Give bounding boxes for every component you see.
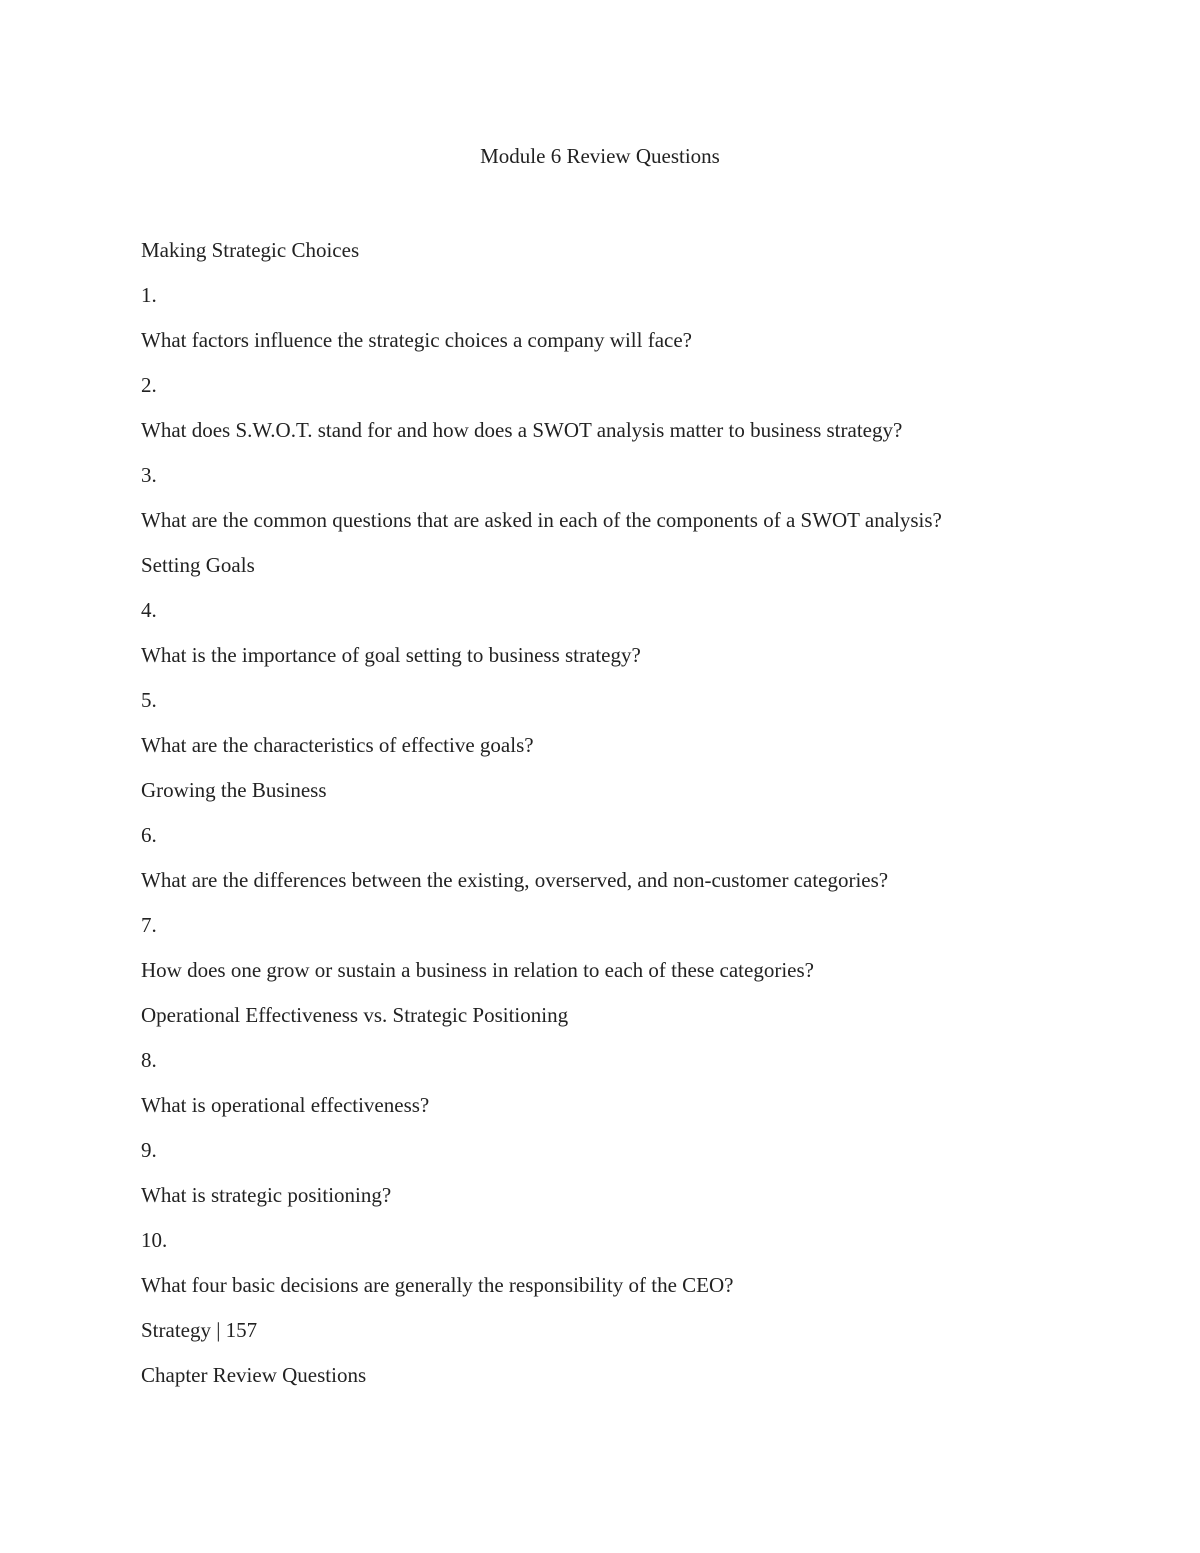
section-heading: Growing the Business [141, 778, 327, 802]
section-heading: Making Strategic Choices [141, 238, 360, 262]
question-number: 6. [141, 823, 157, 847]
document-body [141, 228, 1101, 1398]
question-number: 2. [141, 373, 157, 397]
question-text: What is operational effectiveness? [141, 1093, 430, 1117]
page-footer-text: Strategy | 157 [141, 1318, 258, 1342]
question-number: 1. [141, 283, 157, 307]
question-text: What are the common questions that are asked in each of the components of a SWOT analysis? [141, 508, 942, 532]
question-text: What factors influence the strategic choices a company will face? [141, 328, 692, 352]
question-number: 9. [141, 1138, 157, 1162]
question-number: 8. [141, 1048, 157, 1072]
section-heading: Setting Goals [141, 553, 255, 577]
section-heading: Operational Effectiveness vs. Strategic Positioning [141, 1003, 569, 1027]
question-number: 4. [141, 598, 157, 622]
section-heading: Chapter Review Questions [141, 1363, 367, 1387]
question-text: What does S.W.O.T. stand for and how does a SWOT analysis matter to business strategy? [141, 418, 903, 442]
question-text: What are the characteristics of effective goals? [141, 733, 534, 757]
question-text: What four basic decisions are generally the responsibility of the CEO? [141, 1273, 734, 1297]
question-text: How does one grow or sustain a business in relation to each of these categories? [141, 958, 814, 982]
question-number: 7. [141, 913, 157, 937]
page-title: Module 6 Review Questions [480, 144, 720, 168]
question-text: What is the importance of goal setting to business strategy? [141, 643, 641, 667]
question-number: 5. [141, 688, 157, 712]
question-number: 3. [141, 463, 157, 487]
question-number: 10. [141, 1228, 168, 1252]
question-text: What are the differences between the existing, overserved, and non-customer categories? [141, 868, 889, 892]
question-text: What is strategic positioning? [141, 1183, 392, 1207]
